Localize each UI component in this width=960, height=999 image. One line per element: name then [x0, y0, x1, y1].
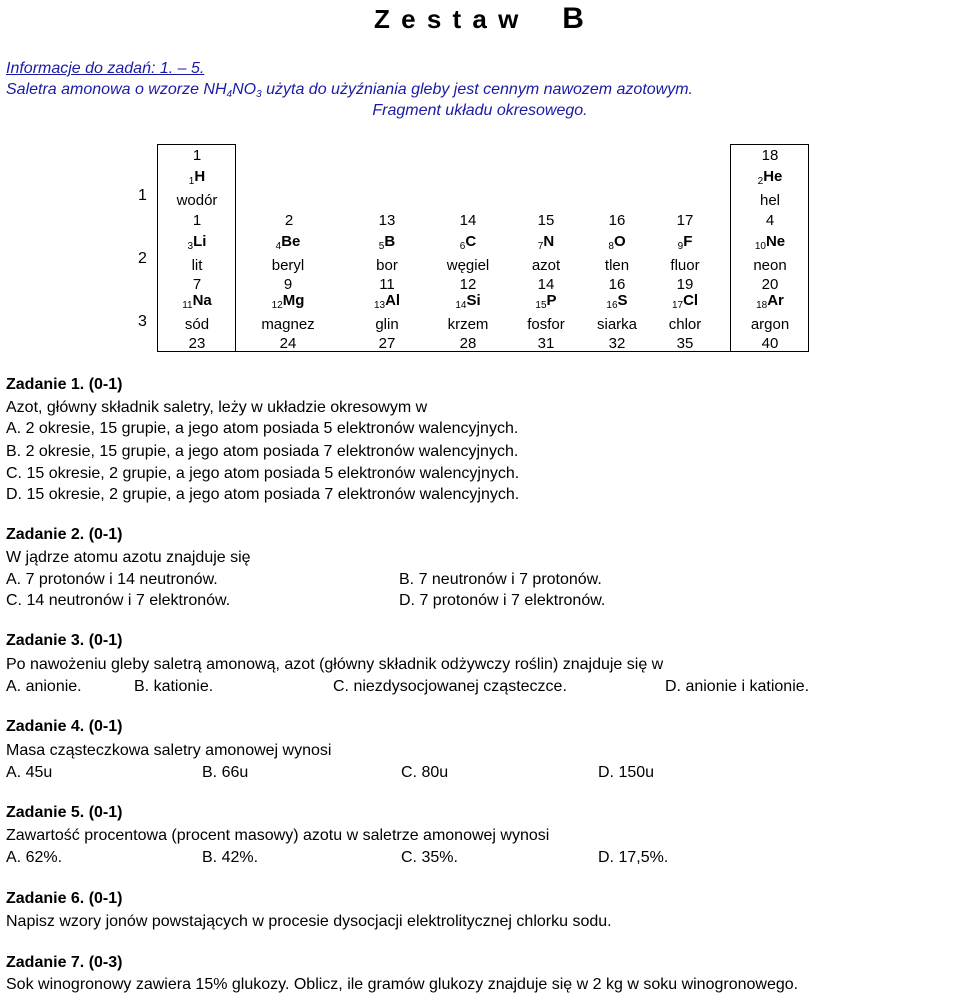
atomic-number: 16: [606, 300, 618, 311]
atomic-number: 10: [754, 241, 766, 252]
q1-header: Zadanie 1. (0-1): [6, 376, 123, 393]
element-name: siarka: [596, 316, 637, 333]
element-symbol: Mg: [282, 292, 305, 309]
element-symbol: N: [543, 233, 555, 250]
q5-stem: Zawartość procentowa (procent masowy) azotu w saletrze amonowej wynosi: [6, 827, 550, 844]
period-label: 3: [138, 313, 147, 330]
element-name: hel: [759, 192, 781, 209]
element-cell: [725, 232, 815, 294]
element-cell: [342, 232, 432, 294]
q3-option-b: B. kationie.: [134, 678, 214, 695]
element-symbol: Li: [193, 233, 207, 250]
element-name: lit: [191, 257, 203, 274]
atomic-number: 2: [757, 176, 764, 187]
q5-option-d: D. 17,5%.: [598, 849, 669, 866]
atomic-mass: 32: [608, 335, 626, 352]
q1-option-b: B. 2 okresie, 15 grupie, a jego atom posiada 7 elektronów walencyjnych.: [6, 443, 519, 460]
element-name: fosfor: [527, 316, 565, 333]
q4-option-d: D. 150u: [598, 764, 655, 781]
q1-stem: Azot, główny składnik saletry, leży w układzie okresowym w: [6, 399, 428, 416]
page-title: [0, 2, 960, 36]
q3-option-a: A. anionie.: [6, 678, 82, 695]
q7-stem: Sok winogronowy zawiera 15% glukozy. Oblicz, ile gramów glukozy znajduje się w 2 kg w soku winogronowego.: [6, 976, 799, 993]
element-name: glin: [375, 316, 399, 333]
atomic-number: 6: [459, 241, 466, 252]
element-symbol: F: [683, 233, 693, 250]
atomic-number: 14: [455, 300, 467, 311]
group-label: 16: [608, 212, 626, 229]
atomic-mass: 19: [676, 276, 694, 293]
period-label: 2: [138, 250, 147, 267]
atomic-mass: 11: [379, 276, 395, 293]
atomic-number: 4: [275, 241, 282, 252]
atomic-mass: 1: [192, 212, 202, 229]
group-label: 18: [761, 147, 779, 164]
element-cell: [342, 291, 432, 353]
group-label: 15: [537, 212, 555, 229]
element-symbol: Ar: [767, 292, 784, 309]
q4-option-a: A. 45u: [6, 764, 53, 781]
q4-stem: Masa cząsteczkowa saletry amonowej wynosi: [6, 742, 332, 759]
q5-option-c: C. 35%.: [401, 849, 458, 866]
q3-option-c: C. niezdysocjowanej cząsteczce.: [333, 678, 567, 695]
q3-header: Zadanie 3. (0-1): [6, 632, 123, 649]
element-name: chlor: [668, 316, 702, 333]
element-symbol: S: [617, 292, 628, 309]
element-cell: [152, 232, 242, 294]
atomic-mass: 23: [188, 335, 206, 352]
atomic-mass: 35: [676, 335, 694, 352]
q5-option-a: A. 62%.: [6, 849, 63, 866]
element-name: tlen: [604, 257, 630, 274]
element-cell: [243, 291, 333, 353]
q5-header: Zadanie 5. (0-1): [6, 804, 123, 821]
element-symbol: Ne: [765, 233, 786, 250]
q2-option-a: A. 7 protonów i 14 neutronów.: [6, 571, 218, 588]
group-label: 17: [676, 212, 694, 229]
atomic-number: 17: [671, 300, 684, 311]
period-label: 1: [138, 187, 147, 204]
element-symbol: C: [465, 233, 477, 250]
element-cell: [725, 291, 815, 353]
q6-header: Zadanie 6. (0-1): [6, 890, 123, 907]
element-cell: [152, 291, 242, 353]
atomic-mass: 9: [283, 276, 293, 293]
atomic-mass: 7: [192, 276, 202, 293]
q2-option-c: C. 14 neutronów i 7 elektronów.: [6, 592, 231, 609]
atomic-number: 7: [537, 241, 544, 252]
q2-option-d: D. 7 protonów i 7 elektronów.: [399, 592, 606, 609]
atomic-mass: 40: [761, 335, 779, 352]
q4-header: Zadanie 4. (0-1): [6, 718, 123, 735]
atomic-mass: 16: [608, 276, 626, 293]
q4-option-c: C. 80u: [401, 764, 449, 781]
table-caption: Fragment układu okresowego.: [372, 102, 588, 119]
atomic-mass: 31: [537, 335, 555, 352]
element-name: wodór: [176, 192, 218, 209]
element-symbol: He: [763, 168, 783, 185]
info-heading: Informacje do zadań: 1. – 5.: [6, 60, 205, 77]
group-label: 2: [284, 212, 294, 229]
info-line: Saletra amonowa o wzorze $NH_4NO_3$ użyta do użyźniania gleby jest cennym nawozem azotowym.: [6, 81, 693, 100]
element-name: argon: [750, 316, 790, 333]
element-name: bor: [376, 257, 398, 274]
group-label: 14: [459, 212, 477, 229]
title-letter: B: [562, 2, 586, 35]
q6-stem: Napisz wzory jonów powstających w procesie dysocjacji elektrolitycznej chlorku sodu.: [6, 913, 612, 930]
element-cell: [423, 291, 513, 353]
element-name: neon: [753, 257, 787, 274]
element-name: krzem: [447, 316, 489, 333]
title-word: Z e s t a w: [374, 4, 521, 34]
element-symbol: Al: [385, 292, 401, 309]
element-name: magnez: [261, 316, 315, 333]
atomic-number: 3: [187, 241, 194, 252]
atomic-number: 13: [373, 300, 386, 311]
q3-stem: Po nawożeniu gleby saletrą amonową, azot (główny składnik odżywczy roślin) znajduje się w: [6, 656, 664, 673]
element-symbol: Si: [466, 292, 481, 309]
q2-stem: W jądrze atomu azotu znajduje się: [6, 549, 251, 566]
q7-header: Zadanie 7. (0-3): [6, 954, 123, 971]
element-cell: [243, 232, 333, 294]
atomic-mass: 4: [765, 212, 775, 229]
element-cell: [152, 167, 242, 210]
element-name: fluor: [670, 257, 700, 274]
q2-header: Zadanie 2. (0-1): [6, 526, 123, 543]
element-cell: [640, 232, 730, 294]
q1-option-a: A. 2 okresie, 15 grupie, a jego atom posiada 5 elektronów walencyjnych.: [6, 420, 519, 437]
atomic-mass: 24: [279, 335, 297, 352]
q3-option-d: D. anionie i kationie.: [665, 678, 810, 695]
q5-option-b: B. 42%.: [202, 849, 259, 866]
atomic-mass: 27: [378, 335, 396, 352]
group-label: 13: [378, 212, 396, 229]
q1-option-d: D. 15 okresie, 2 grupie, a jego atom posiada 7 elektronów walencyjnych.: [6, 486, 520, 503]
element-cell: [640, 291, 730, 353]
atomic-number: 9: [677, 241, 684, 252]
element-symbol: B: [384, 233, 396, 250]
element-name: sód: [184, 316, 210, 333]
atomic-mass: 28: [459, 335, 477, 352]
q2-option-b: B. 7 neutronów i 7 protonów.: [399, 571, 602, 588]
atomic-mass: 12: [459, 276, 477, 293]
element-symbol: P: [546, 292, 557, 309]
atomic-number: 1: [188, 176, 195, 187]
element-symbol: Cl: [683, 292, 699, 309]
atomic-number: 8: [608, 241, 614, 252]
element-symbol: H: [194, 168, 206, 185]
atomic-number: 12: [271, 300, 283, 311]
atomic-number: 11: [182, 300, 193, 311]
element-cell: [725, 167, 815, 210]
atomic-number: 5: [378, 241, 385, 252]
element-symbol: Be: [281, 233, 301, 250]
q4-option-b: B. 66u: [202, 764, 249, 781]
atomic-number: 15: [535, 300, 547, 311]
element-name: azot: [531, 257, 561, 274]
element-name: węgiel: [446, 257, 490, 274]
atomic-mass: 14: [537, 276, 555, 293]
group-label: 1: [192, 147, 202, 164]
element-symbol: Na: [192, 292, 212, 309]
element-symbol: O: [613, 233, 626, 250]
q1-option-c: C. 15 okresie, 2 grupie, a jego atom posiada 5 elektronów walencyjnych.: [6, 465, 520, 482]
element-name: beryl: [271, 257, 305, 274]
atomic-mass: 20: [761, 276, 779, 293]
element-cell: [423, 232, 513, 294]
atomic-number: 18: [756, 300, 768, 311]
